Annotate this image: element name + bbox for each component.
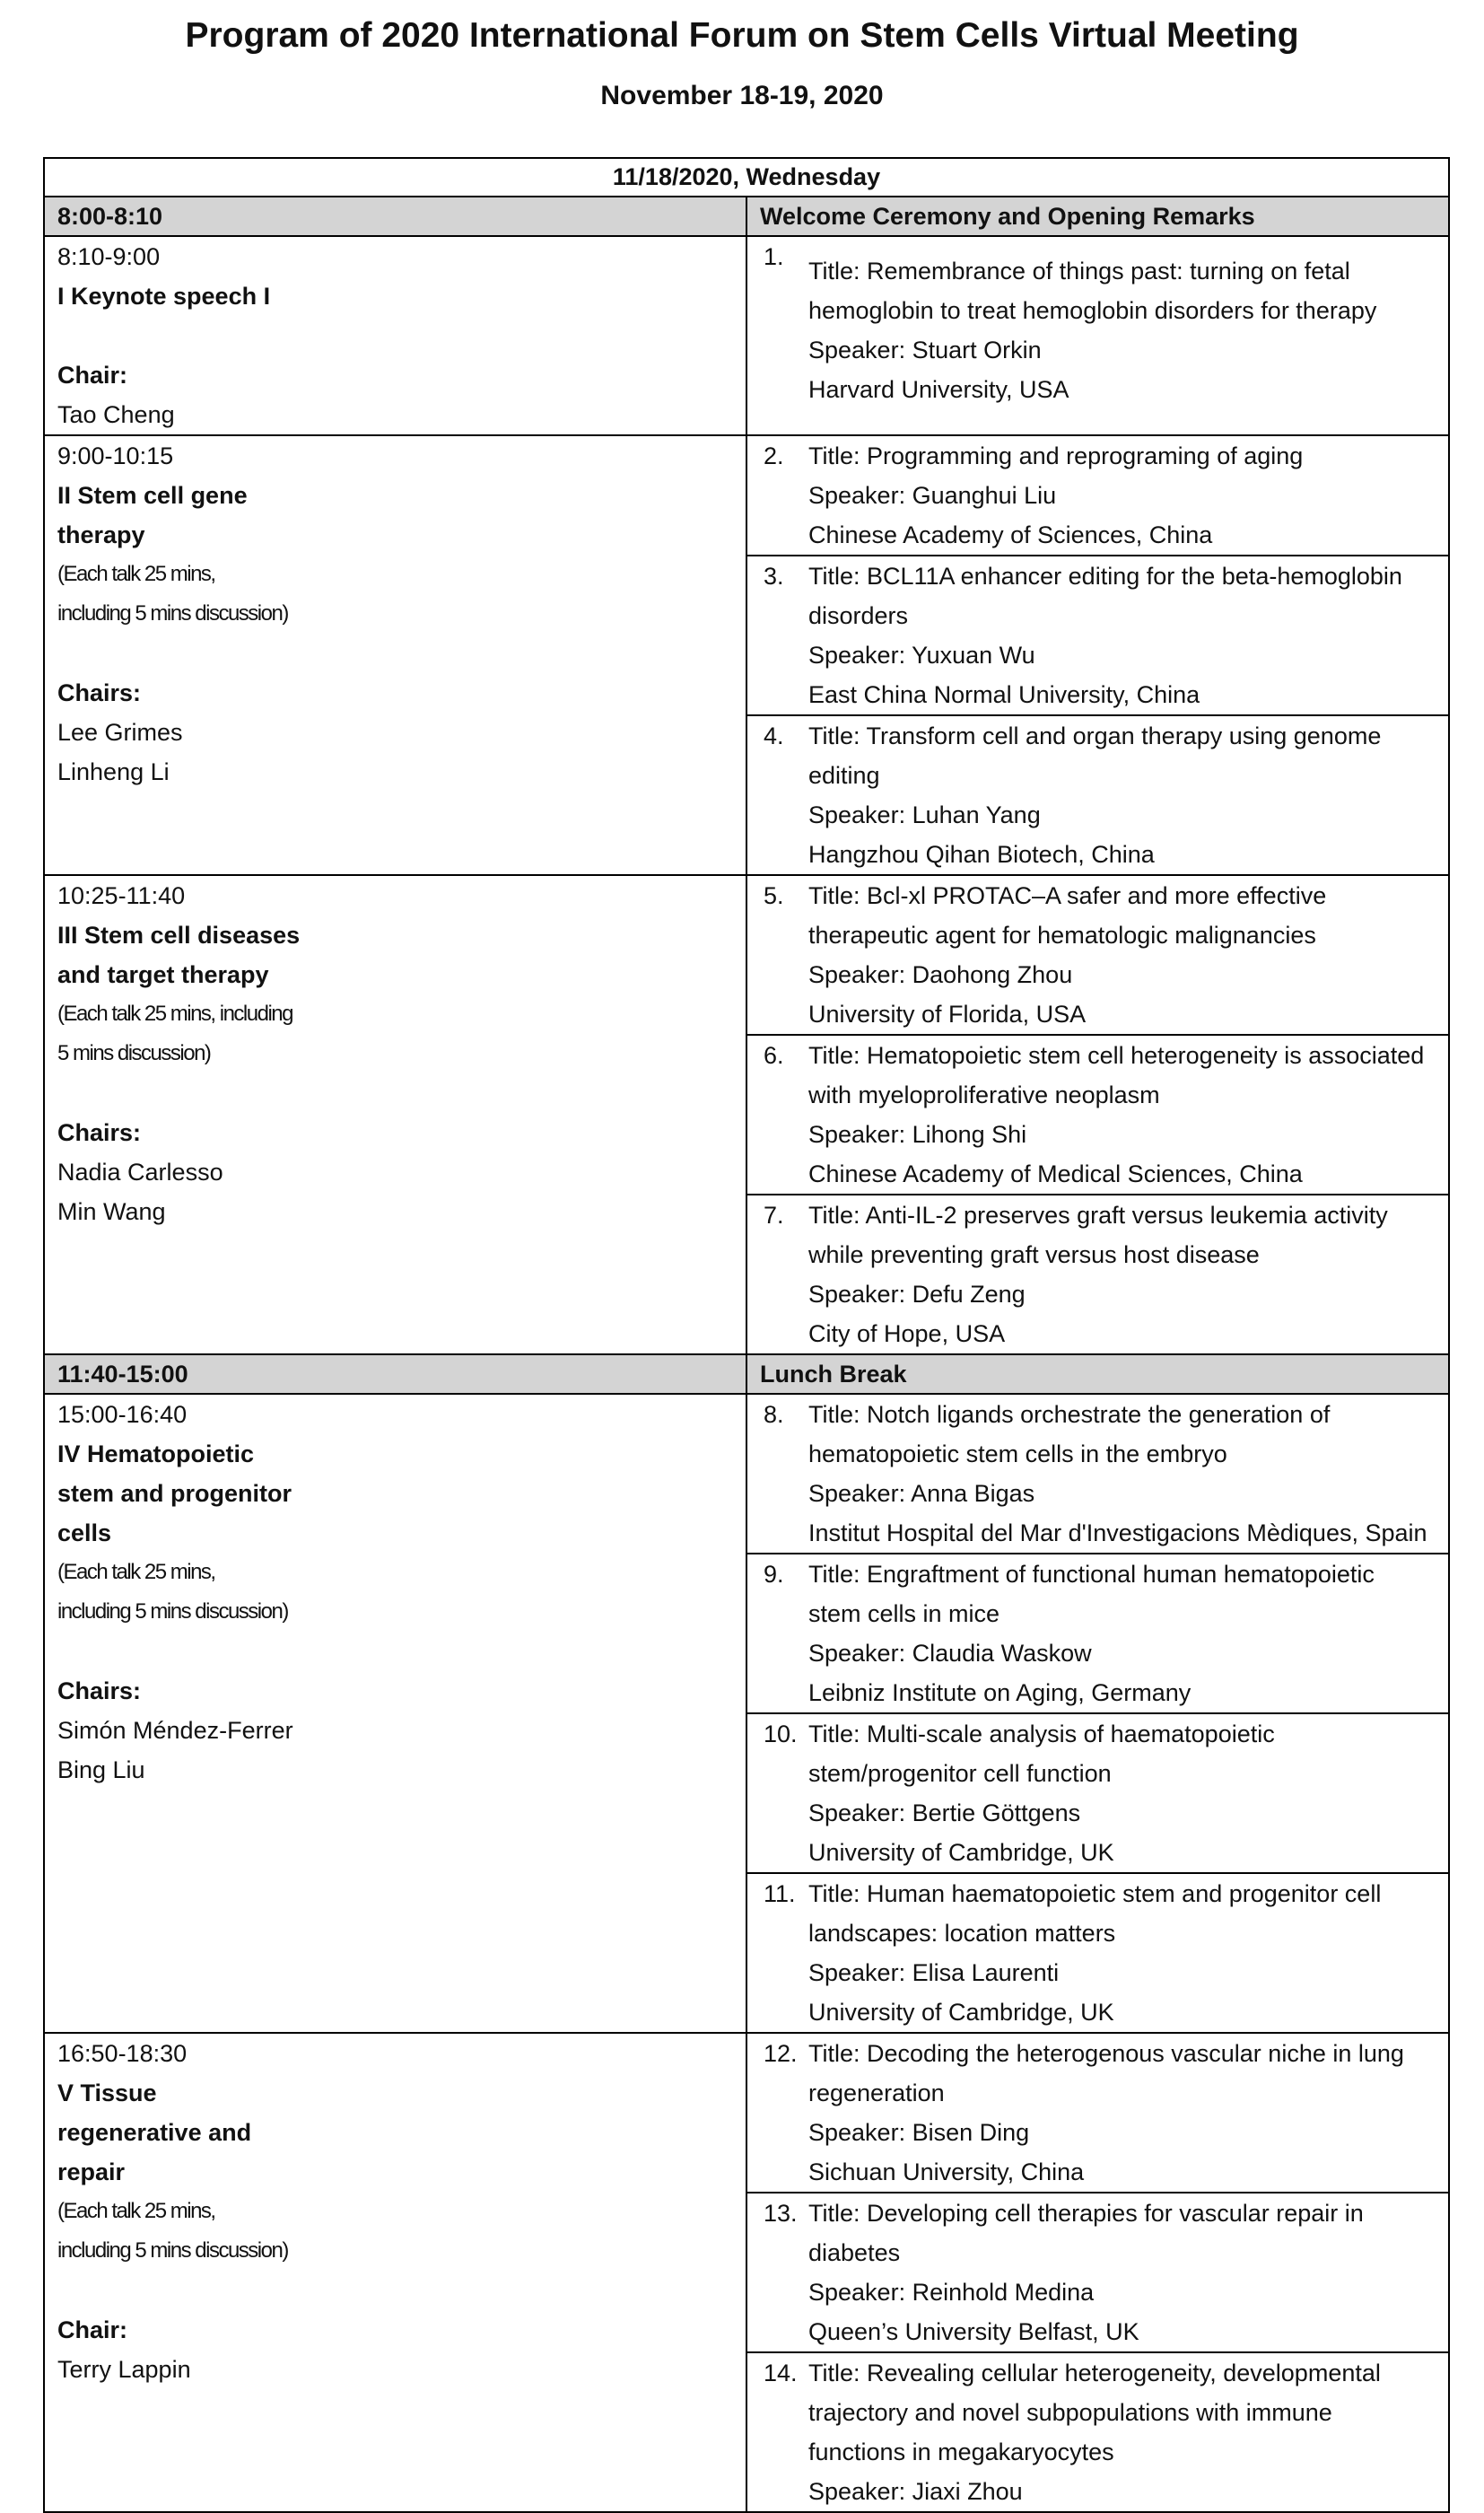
talk-cell bbox=[746, 435, 1449, 556]
talk-cell bbox=[746, 1394, 1449, 1554]
chair-name: Bing Liu bbox=[57, 1756, 145, 1783]
spacer bbox=[57, 634, 746, 673]
session-note: 5 mins discussion) bbox=[57, 1041, 211, 1065]
talk-speaker: Speaker: Bisen Ding bbox=[808, 2119, 1030, 2146]
lunch-row bbox=[44, 1354, 1449, 1394]
program-table bbox=[43, 157, 1450, 2513]
chair-name: Tao Cheng bbox=[57, 401, 175, 428]
chair-label: Chairs: bbox=[57, 1677, 142, 1704]
session-name: IV Hematopoietic bbox=[57, 1440, 255, 1467]
talk-cell bbox=[746, 1035, 1449, 1195]
welcome-row bbox=[44, 197, 1449, 236]
talk-affiliation: University of Cambridge, UK bbox=[808, 1999, 1114, 2026]
talk-affiliation: City of Hope, USA bbox=[808, 1320, 1006, 1347]
talk-title: Title: Developing cell therapies for vascular repair in diabetes bbox=[808, 2200, 1364, 2266]
talk-entry bbox=[747, 716, 1448, 874]
talk-cell bbox=[746, 715, 1449, 875]
talk-speaker: Speaker: Guanghui Liu bbox=[808, 482, 1057, 509]
talk-cell bbox=[746, 2193, 1449, 2352]
lunch-label: Lunch Break bbox=[746, 1354, 1449, 1394]
talk-number: 11. bbox=[764, 1880, 796, 1907]
chair-name: Terry Lappin bbox=[57, 2356, 191, 2383]
talk-number: 12. bbox=[764, 2040, 798, 2067]
talk-entry bbox=[747, 1036, 1448, 1194]
session-time: 16:50-18:30 bbox=[57, 2040, 188, 2067]
talk-title: Title: Hematopoietic stem cell heterogeneity is associated with myeloproliferative neoplasm bbox=[808, 1042, 1425, 1108]
talk-number: 13. bbox=[764, 2200, 798, 2227]
session-cell bbox=[44, 1394, 746, 2033]
chair-name: Lee Grimes bbox=[57, 719, 183, 746]
talk-affiliation: East China Normal University, China bbox=[808, 681, 1200, 708]
session-name: II Stem cell gene bbox=[57, 482, 248, 509]
talk-title: Title: Bcl-xl PROTAC–A safer and more effective therapeutic agent for hematologic malignancies bbox=[808, 882, 1327, 949]
talk-number: 3. bbox=[764, 563, 784, 590]
talk-title: Title: Human haematopoietic stem and progenitor cell landscapes: location matters bbox=[808, 1880, 1382, 1947]
talk-speaker: Speaker: Jiaxi Zhou bbox=[808, 2478, 1023, 2505]
talk-number: 4. bbox=[764, 722, 784, 749]
talk-entry bbox=[747, 1874, 1448, 2032]
talk-speaker: Speaker: Stuart Orkin bbox=[808, 337, 1042, 363]
session-row bbox=[44, 435, 1449, 556]
lunch-time: 11:40-15:00 bbox=[44, 1354, 746, 1394]
meeting-dates: November 18-19, 2020 bbox=[600, 81, 884, 110]
session-row bbox=[44, 2033, 1449, 2193]
welcome-time: 8:00-8:10 bbox=[44, 197, 746, 236]
session-name: cells bbox=[57, 1519, 112, 1546]
chair-name: Linheng Li bbox=[57, 758, 170, 785]
day-row bbox=[44, 158, 1449, 197]
chair-label: Chairs: bbox=[57, 1119, 142, 1146]
talk-cell bbox=[746, 1554, 1449, 1713]
talk-speaker: Speaker: Daohong Zhou bbox=[808, 961, 1073, 988]
session-name: regenerative and bbox=[57, 2119, 252, 2146]
talk-cell bbox=[746, 1713, 1449, 1873]
session-row bbox=[44, 1394, 1449, 1554]
talk-entry bbox=[747, 1195, 1448, 1353]
talk-title: Title: Revealing cellular heterogeneity, developmental trajectory and novel subpopulations with immune functions in megakaryocytes bbox=[808, 2360, 1381, 2465]
talk-speaker: Speaker: Luhan Yang bbox=[808, 801, 1041, 828]
talk-affiliation: Chinese Academy of Sciences, China bbox=[808, 521, 1213, 548]
talk-affiliation: Sichuan University, China bbox=[808, 2158, 1085, 2185]
session-cell bbox=[44, 875, 746, 1354]
session-note: including 5 mins discussion) bbox=[57, 1599, 288, 1624]
session-info bbox=[45, 876, 746, 1231]
talk-title: Title: BCL11A enhancer editing for the beta-hemoglobin disorders bbox=[808, 563, 1402, 629]
talk-number: 7. bbox=[764, 1202, 784, 1229]
session-row bbox=[44, 236, 1449, 435]
session-time: 10:25-11:40 bbox=[57, 882, 186, 909]
talk-speaker: Speaker: Bertie Göttgens bbox=[808, 1799, 1081, 1826]
session-note: (Each talk 25 mins, bbox=[57, 2199, 215, 2223]
talk-cell bbox=[746, 556, 1449, 715]
talk-number: 5. bbox=[764, 882, 784, 909]
talk-title: Title: Multi-scale analysis of haematopoietic stem/progenitor cell function bbox=[808, 1721, 1275, 1787]
talk-cell bbox=[746, 1873, 1449, 2033]
talk-entry bbox=[747, 1714, 1448, 1872]
talk-affiliation: Leibniz Institute on Aging, Germany bbox=[808, 1679, 1192, 1706]
talk-affiliation: Queen’s University Belfast, UK bbox=[808, 2318, 1139, 2345]
talk-title: Title: Notch ligands orchestrate the generation of hematopoietic stem cells in the embryo bbox=[808, 1401, 1331, 1467]
talk-speaker: Speaker: Elisa Laurenti bbox=[808, 1959, 1060, 1986]
talk-number: 6. bbox=[764, 1042, 784, 1069]
talk-speaker: Speaker: Lihong Shi bbox=[808, 1121, 1027, 1148]
talk-entry bbox=[747, 237, 1448, 409]
talk-affiliation: Harvard University, USA bbox=[808, 376, 1069, 403]
session-cell bbox=[44, 236, 746, 435]
chair-label: Chair: bbox=[57, 2316, 128, 2343]
talk-entry bbox=[747, 436, 1448, 555]
spacer bbox=[57, 1073, 746, 1113]
talk-title: Title: Decoding the heterogenous vascular niche in lung regeneration bbox=[808, 2040, 1404, 2106]
talk-number: 2. bbox=[764, 442, 784, 469]
session-name: V Tissue bbox=[57, 2080, 157, 2106]
talk-speaker: Speaker: Reinhold Medina bbox=[808, 2279, 1095, 2306]
talk-speaker: Speaker: Claudia Waskow bbox=[808, 1640, 1092, 1667]
talk-affiliation: University of Florida, USA bbox=[808, 1001, 1087, 1028]
talk-title: Title: Engraftment of functional human hematopoietic stem cells in mice bbox=[808, 1561, 1375, 1627]
talk-entry bbox=[747, 2034, 1448, 2192]
talk-title: Title: Transform cell and organ therapy using genome editing bbox=[808, 722, 1382, 789]
session-info bbox=[45, 1395, 746, 1790]
talk-entry bbox=[747, 1395, 1448, 1553]
talk-speaker: Speaker: Defu Zeng bbox=[808, 1281, 1026, 1308]
day-header: 11/18/2020, Wednesday bbox=[44, 158, 1449, 197]
chair-name: Simón Méndez-Ferrer bbox=[57, 1717, 293, 1744]
welcome-label: Welcome Ceremony and Opening Remarks bbox=[746, 197, 1449, 236]
chair-label: Chair: bbox=[57, 362, 128, 389]
session-info bbox=[45, 436, 746, 792]
session-name: repair bbox=[57, 2158, 126, 2185]
session-time: 15:00-16:40 bbox=[57, 1401, 188, 1428]
talk-number: 1. bbox=[764, 243, 784, 270]
session-name: I Keynote speech I bbox=[57, 283, 271, 310]
session-note: including 5 mins discussion) bbox=[57, 601, 288, 626]
session-note: including 5 mins discussion) bbox=[57, 2238, 288, 2263]
session-note: (Each talk 25 mins, bbox=[57, 562, 215, 586]
session-name: stem and progenitor bbox=[57, 1480, 292, 1507]
session-info bbox=[45, 237, 746, 434]
talk-title: Title: Anti-IL-2 preserves graft versus leukemia activity while preventing graft versus host disease bbox=[808, 1202, 1388, 1268]
talk-cell bbox=[746, 875, 1449, 1035]
talk-number: 9. bbox=[764, 1561, 784, 1588]
talk-entry bbox=[747, 556, 1448, 714]
session-time: 9:00-10:15 bbox=[57, 442, 174, 469]
session-row bbox=[44, 875, 1449, 1035]
session-time: 8:10-9:00 bbox=[57, 243, 161, 270]
talk-number: 14. bbox=[764, 2360, 798, 2386]
session-name: therapy bbox=[57, 521, 145, 548]
talk-cell bbox=[746, 236, 1449, 435]
spacer bbox=[57, 2271, 746, 2310]
page-title: Program of 2020 International Forum on Stem Cells Virtual Meeting bbox=[185, 16, 1299, 55]
session-cell bbox=[44, 2033, 746, 2512]
talk-speaker: Speaker: Yuxuan Wu bbox=[808, 642, 1035, 669]
talk-affiliation: Institut Hospital del Mar d'Investigacions Mèdiques, Spain bbox=[808, 1519, 1427, 1546]
talk-affiliation: University of Cambridge, UK bbox=[808, 1839, 1114, 1866]
session-note: (Each talk 25 mins, bbox=[57, 1560, 215, 1584]
talk-cell bbox=[746, 1195, 1449, 1354]
session-name: III Stem cell diseases bbox=[57, 922, 301, 949]
talk-cell bbox=[746, 2033, 1449, 2193]
talk-entry bbox=[747, 876, 1448, 1034]
spacer bbox=[57, 1632, 746, 1671]
chair-name: Nadia Carlesso bbox=[57, 1159, 223, 1186]
talk-entry bbox=[747, 1554, 1448, 1712]
session-note: (Each talk 25 mins, including bbox=[57, 1002, 292, 1026]
session-info bbox=[45, 2034, 746, 2389]
talk-affiliation: Hangzhou Qihan Biotech, China bbox=[808, 841, 1155, 868]
session-cell bbox=[44, 435, 746, 875]
talk-number: 10. bbox=[764, 1721, 798, 1747]
talk-title: Title: Remembrance of things past: turning on fetal hemoglobin to treat hemoglobin disorders for therapy bbox=[808, 258, 1377, 324]
talk-entry bbox=[747, 2193, 1448, 2351]
talk-cell bbox=[746, 2352, 1449, 2512]
talk-title: Title: Programming and reprograming of aging bbox=[808, 442, 1304, 469]
chair-name: Min Wang bbox=[57, 1198, 166, 1225]
spacer bbox=[57, 316, 746, 355]
talk-affiliation: Chinese Academy of Medical Sciences, China bbox=[808, 1160, 1303, 1187]
talk-number: 8. bbox=[764, 1401, 784, 1428]
session-name: and target therapy bbox=[57, 961, 269, 988]
talk-entry bbox=[747, 2353, 1448, 2511]
talk-speaker: Speaker: Anna Bigas bbox=[808, 1480, 1035, 1507]
chair-label: Chairs: bbox=[57, 679, 142, 706]
